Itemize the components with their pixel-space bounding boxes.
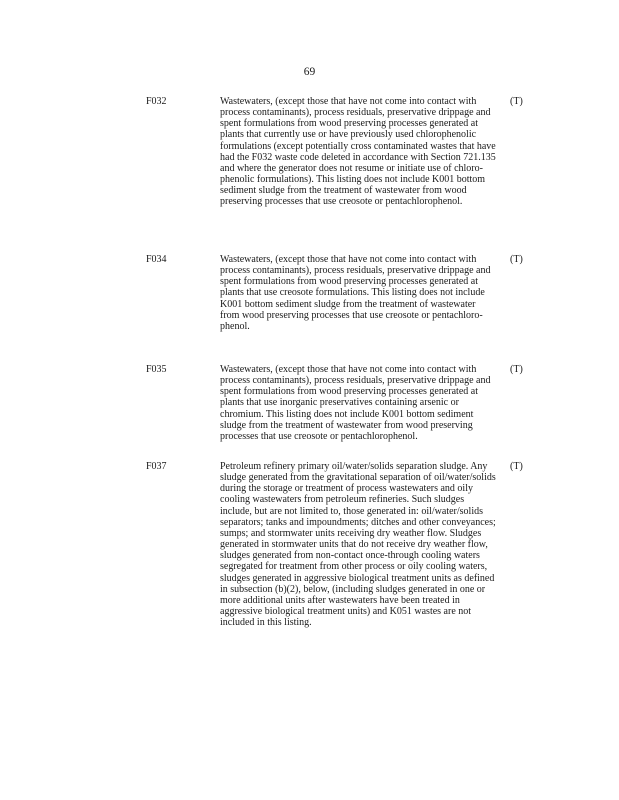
description-line: had the F032 waste code deleted in accordance with Section 721.135 <box>220 151 496 163</box>
hazard-code: (T) <box>510 254 523 265</box>
description-line: sediment sludge from the treatment of wastewater from wood <box>220 185 467 197</box>
description-line: more additional units after wastewaters have been treated in <box>220 594 460 606</box>
waste-description <box>220 254 502 332</box>
description-line: spent formulations from wood preserving processes generated at <box>220 118 478 130</box>
description-line: phenolic formulations). This listing does not include K001 bottom <box>220 174 486 186</box>
waste-code: F035 <box>146 364 167 375</box>
description-line: processes that use creosote or pentachlorophenol. <box>220 430 418 442</box>
hazard-code: (T) <box>510 364 523 375</box>
description-line: sludge from the treatment of wastewater from wood preserving <box>220 419 473 431</box>
waste-description <box>220 461 502 628</box>
description-line: Wastewaters, (except those that have not come into contact with <box>220 96 477 107</box>
description-line: plants that use creosote formulations. This listing does not include <box>220 287 485 299</box>
description-line: included in this listing. <box>220 617 312 629</box>
description-line: process contaminants), process residuals, preservative drippage and <box>220 107 491 119</box>
description-line: formulations (except potentially cross contaminated wastes that have <box>220 140 496 152</box>
description-line: Wastewaters, (except those that have not come into contact with <box>220 364 477 375</box>
waste-code: F034 <box>146 254 167 265</box>
description-line: phenol. <box>220 320 250 332</box>
description-line: chromium. This listing does not include K001 bottom sediment <box>220 408 474 420</box>
description-line: plants that use inorganic preservatives containing arsenic or <box>220 397 459 409</box>
description-line: cooling wastewaters from petroleum refineries. Such sludges <box>220 494 465 506</box>
hazard-code: (T) <box>510 461 523 472</box>
description-line: K001 bottom sediment sludge from the treatment of wastewater <box>220 298 476 310</box>
description-line: during the storage or treatment of process wastewaters and oily <box>220 483 473 495</box>
description-line: generated in stormwater units that do not receive dry weather flow, <box>220 539 488 551</box>
description-line: plants that currently use or have previously used chlorophenolic <box>220 129 477 141</box>
description-line: and where the generator does not resume or initiate use of chloro- <box>220 162 483 174</box>
description-line: Wastewaters, (except those that have not come into contact with <box>220 254 477 265</box>
description-line: include, but are not limited to, those generated in: oil/water/solids <box>220 505 483 517</box>
description-line: sludge generated from the gravitational separation of oil/water/solids <box>220 472 496 484</box>
page-number: 69 <box>303 66 316 78</box>
waste-code: F037 <box>146 461 167 472</box>
description-line: preserving processes that use creosote or pentachlorophenol. <box>220 196 463 208</box>
description-line: spent formulations from wood preserving processes generated at <box>220 386 478 398</box>
description-line: sludges generated from non-contact once-through cooling waters <box>220 550 480 562</box>
description-line: segregated for treatment from other process or oily cooling waters, <box>220 561 488 573</box>
description-line: process contaminants), process residuals, preservative drippage and <box>220 375 491 387</box>
waste-description <box>220 96 502 208</box>
description-line: Petroleum refinery primary oil/water/solids separation sludge. Any <box>220 461 488 472</box>
description-line: separators; tanks and impoundments; ditches and other conveyances; <box>220 516 496 528</box>
description-line: aggressive biological treatment units) and K051 wastes are not <box>220 606 472 618</box>
waste-code: F032 <box>146 96 167 107</box>
description-line: from wood preserving processes that use creosote or pentachloro- <box>220 309 483 321</box>
description-line: sumps; and stormwater units receiving dry weather flow. Sludges <box>220 527 482 539</box>
description-line: sludges generated in aggressive biological treatment units as defined <box>220 572 495 584</box>
description-line: process contaminants), process residuals, preservative drippage and <box>220 265 491 277</box>
description-line: in subsection (b)(2), below, (including sludges generated in one or <box>220 583 486 595</box>
waste-description <box>220 364 502 442</box>
description-line: spent formulations from wood preserving processes generated at <box>220 276 478 288</box>
hazard-code: (T) <box>510 96 523 107</box>
